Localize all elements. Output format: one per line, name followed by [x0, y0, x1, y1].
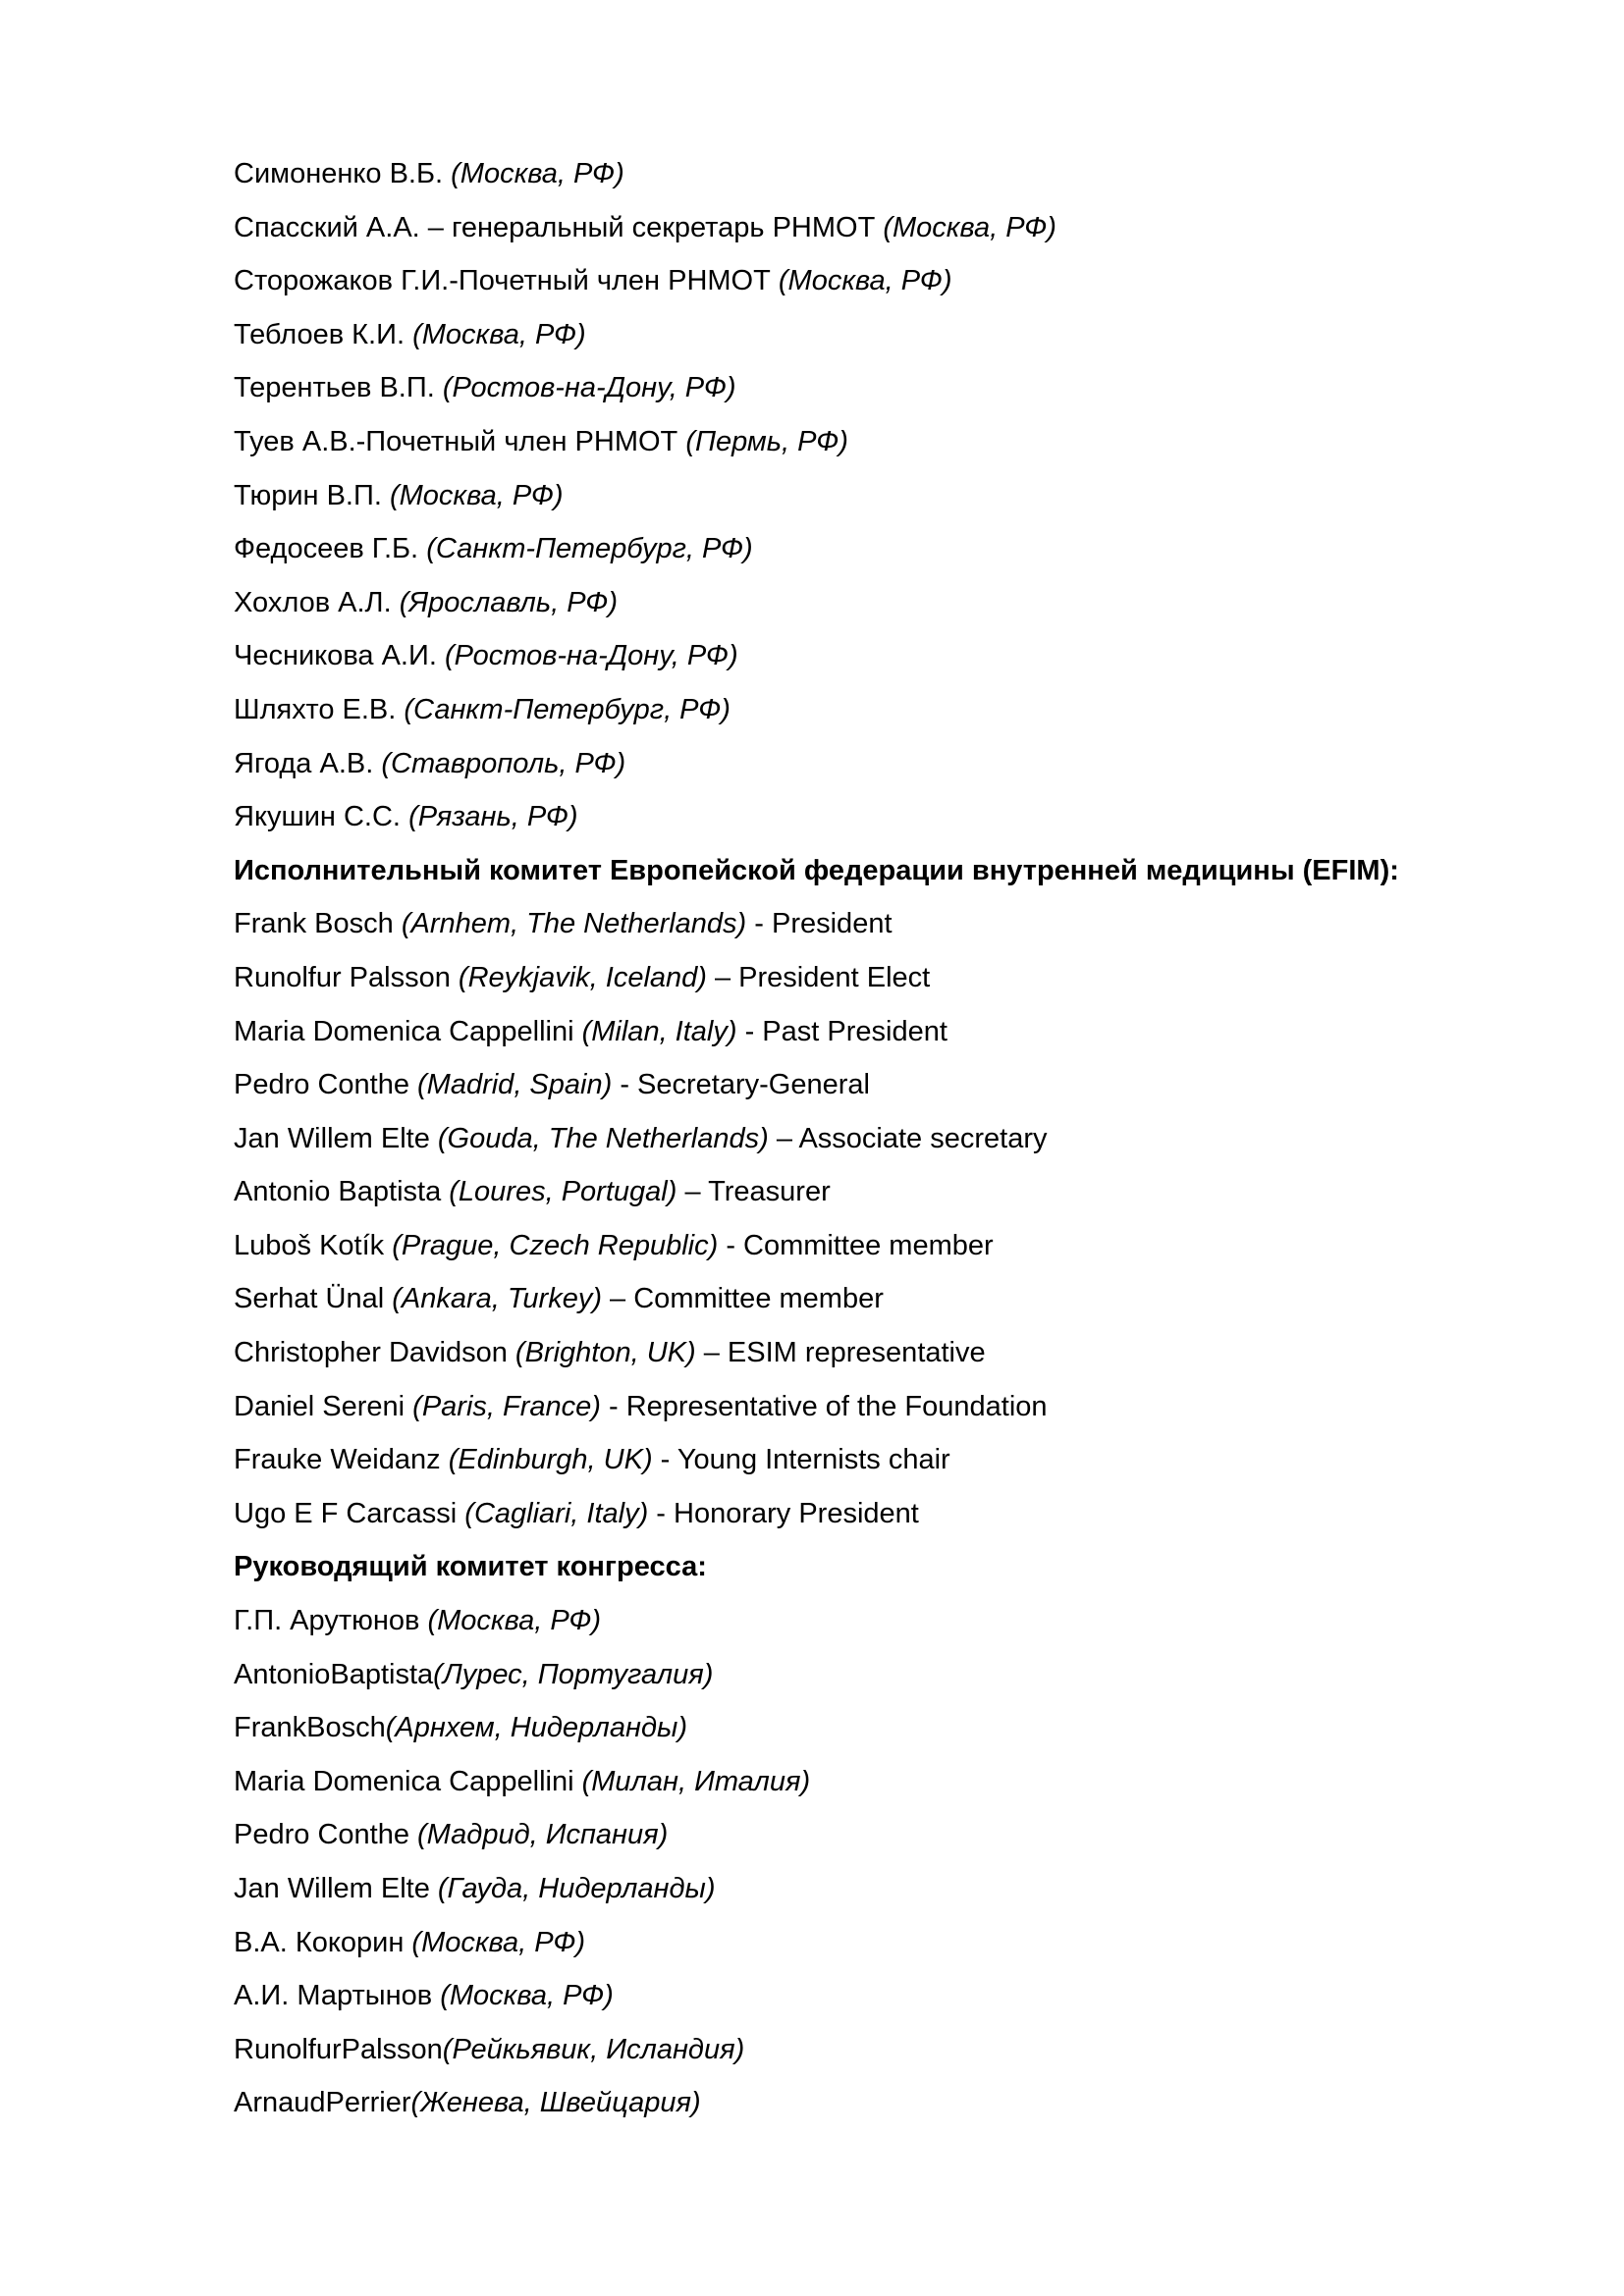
- member-list: [234, 147, 1510, 2130]
- member-location: (Арнхем, Нидерланды): [385, 1712, 687, 1744]
- member-location: (Лурес, Португалия): [433, 1658, 714, 1690]
- member-name: Теблоев К.И.: [234, 318, 413, 350]
- member-role: - Secretary-General: [612, 1069, 870, 1101]
- member-entry: [234, 1219, 1510, 1273]
- member-location: (Paris, France): [412, 1390, 601, 1422]
- member-entry: [234, 2076, 1510, 2130]
- member-location: (Gouda, The Netherlands): [437, 1122, 769, 1154]
- member-name: Pedro Conthe: [234, 1819, 418, 1851]
- member-location: (Brighton, UK): [514, 1337, 696, 1369]
- member-name: Daniel Sereni: [234, 1390, 413, 1422]
- member-entry: [234, 1272, 1510, 1326]
- member-name: Спасский А.А. – генеральный секретарь РНМОТ: [234, 211, 884, 243]
- member-role: – Treasurer: [677, 1176, 831, 1208]
- member-entry: [234, 254, 1510, 308]
- member-name: Сторожаков Г.И.-Почетный член РНМОТ: [234, 265, 779, 297]
- member-entry: [234, 522, 1510, 576]
- member-location: (Москва, РФ): [778, 265, 952, 297]
- member-role: - Representative of the Foundation: [600, 1390, 1048, 1422]
- member-role: - Young Internists chair: [652, 1444, 950, 1476]
- member-name: Шляхто Е.В.: [234, 693, 405, 725]
- member-location: (Москва, РФ): [451, 158, 624, 189]
- member-name: Ягода А.В.: [234, 747, 382, 779]
- member-location: (Cagliari, Italy): [464, 1497, 649, 1529]
- member-name: Симоненко В.Б.: [234, 158, 452, 189]
- member-location: (Москва, РФ): [427, 1605, 602, 1637]
- member-entry: [234, 201, 1510, 255]
- member-entry: [234, 361, 1510, 415]
- member-entry: [234, 1165, 1510, 1219]
- member-name: Ugo E F Carcassi: [234, 1497, 465, 1529]
- member-location: (Edinburgh, UK): [448, 1444, 653, 1476]
- member-name: Serhat Ünal: [234, 1283, 393, 1315]
- member-entry: [234, 1487, 1510, 1541]
- member-name: Терентьев В.П.: [234, 372, 443, 404]
- member-name: Якушин С.С.: [234, 801, 409, 833]
- member-name: ArnaudPerrier: [234, 2087, 411, 2119]
- member-name: Maria Domenica Cappellini: [234, 1765, 582, 1797]
- member-location: (Ростов-на-Дону, РФ): [442, 372, 736, 404]
- member-entry: [234, 1808, 1510, 1862]
- member-location: (Милан, Италия): [581, 1765, 811, 1797]
- member-location: (Milan, Italy): [581, 1015, 737, 1047]
- member-role: - Past President: [736, 1015, 947, 1047]
- member-entry: [234, 737, 1510, 791]
- member-name: Хохлов А.Л.: [234, 586, 400, 618]
- member-name: Maria Domenica Cappellini: [234, 1015, 582, 1047]
- member-entry: [234, 683, 1510, 737]
- member-entry: [234, 576, 1510, 630]
- member-entry: [234, 629, 1510, 683]
- member-entry: [234, 951, 1510, 1005]
- member-entry: [234, 1433, 1510, 1487]
- member-name: Frauke Weidanz: [234, 1444, 449, 1476]
- member-entry: [234, 1916, 1510, 1970]
- member-name: Туев А.В.-Почетный член РНМОТ: [234, 425, 686, 457]
- member-location: (Ankara, Turkey): [392, 1283, 602, 1315]
- member-location: (Москва, РФ): [440, 1980, 614, 2012]
- section-heading: Исполнительный комитет Европейской федерации внутренней медицины (EFIM):: [234, 854, 1399, 886]
- member-location: (Madrid, Spain): [417, 1069, 613, 1101]
- member-name: Чесникова А.И.: [234, 640, 445, 672]
- member-entry: [234, 1005, 1510, 1059]
- member-name: Jan Willem Elte: [234, 1873, 438, 1904]
- member-role: – President Elect: [706, 961, 931, 993]
- member-location: (Пермь, РФ): [685, 425, 848, 457]
- member-name: Luboš Kotík: [234, 1229, 393, 1261]
- member-entry: [234, 147, 1510, 201]
- member-location: (Мадрид, Испания): [417, 1819, 669, 1851]
- member-role: – Committee member: [602, 1283, 884, 1315]
- member-entry: [234, 308, 1510, 362]
- member-name: AntonioBaptista: [234, 1658, 434, 1690]
- member-name: Frank Bosch: [234, 908, 402, 940]
- member-name: А.И. Мартынов: [234, 1980, 441, 2012]
- member-entry: [234, 1701, 1510, 1755]
- member-location: (Гауда, Нидерланды): [437, 1873, 716, 1904]
- member-entry: [234, 469, 1510, 523]
- member-location: (Москва, РФ): [412, 318, 586, 350]
- member-location: (Reykjavik, Iceland): [458, 961, 707, 993]
- member-location: (Санкт-Петербург, РФ): [404, 693, 731, 725]
- member-name: Федосеев Г.Б.: [234, 533, 427, 565]
- member-name: RunolfurPalsson: [234, 2033, 443, 2065]
- member-location: (Ростов-на-Дону, РФ): [444, 640, 738, 672]
- member-entry: [234, 897, 1510, 951]
- member-role: - Honorary President: [648, 1497, 919, 1529]
- member-role: – ESIM representative: [695, 1337, 986, 1369]
- member-entry: [234, 790, 1510, 844]
- member-entry: [234, 1648, 1510, 1702]
- member-entry: [234, 1380, 1510, 1434]
- member-entry: [234, 1112, 1510, 1166]
- member-name: Christopher Davidson: [234, 1337, 515, 1369]
- member-location: (Prague, Czech Republic): [392, 1229, 719, 1261]
- member-name: Runolfur Palsson: [234, 961, 459, 993]
- member-location: (Москва, РФ): [389, 479, 564, 511]
- member-role: - President: [746, 908, 893, 940]
- member-entry: [234, 1969, 1510, 2023]
- member-location: (Arnhem, The Netherlands): [401, 908, 747, 940]
- member-entry: [234, 1594, 1510, 1648]
- member-location: (Ставрополь, РФ): [381, 747, 626, 779]
- member-location: (Рейкьявик, Исландия): [442, 2033, 745, 2065]
- member-entry: [234, 1058, 1510, 1112]
- member-location: (Москва, РФ): [411, 1926, 586, 1958]
- member-name: Г.П. Арутюнов: [234, 1605, 428, 1637]
- member-location: (Санкт-Петербург, РФ): [426, 533, 753, 565]
- member-role: – Associate secretary: [768, 1122, 1048, 1154]
- member-name: Pedro Conthe: [234, 1069, 418, 1101]
- member-role: - Committee member: [718, 1229, 994, 1261]
- member-entry: [234, 415, 1510, 469]
- member-name: FrankBosch: [234, 1712, 386, 1744]
- member-location: (Рязань, РФ): [408, 801, 578, 833]
- member-location: (Москва, РФ): [883, 211, 1056, 243]
- member-entry: [234, 2023, 1510, 2077]
- member-location: (Loures, Portugal): [449, 1176, 677, 1208]
- member-name: В.А. Кокорин: [234, 1926, 412, 1958]
- member-entry: [234, 1862, 1510, 1916]
- member-name: Antonio Baptista: [234, 1176, 450, 1208]
- member-location: (Женева, Швейцария): [410, 2087, 701, 2119]
- member-entry: [234, 1755, 1510, 1809]
- member-name: Тюрин В.П.: [234, 479, 390, 511]
- section-heading: Руководящий комитет конгресса:: [234, 1551, 707, 1583]
- member-location: (Ярославль, РФ): [399, 586, 619, 618]
- member-name: Jan Willem Elte: [234, 1122, 438, 1154]
- member-entry: [234, 1326, 1510, 1380]
